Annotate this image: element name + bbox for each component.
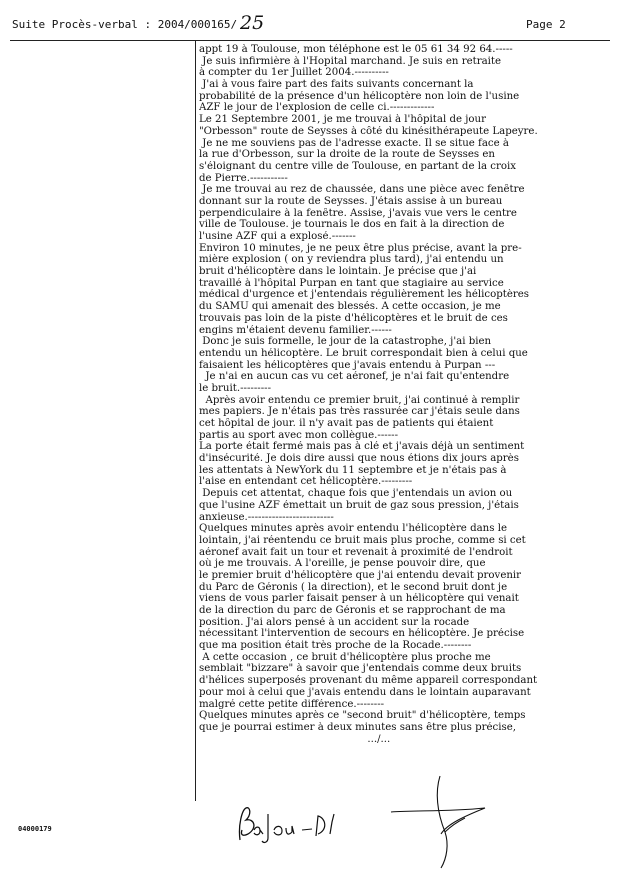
handwritten-record-number: 25: [240, 12, 265, 34]
statement-line: donnant sur la route de Seysses. J'étais assise à un bureau: [199, 195, 503, 207]
margin-reference: 04000179: [18, 825, 52, 833]
statement-line: le bruit.---------: [199, 382, 272, 394]
statement-line: A cette occasion , ce bruit d'hélicoptère plus proche me: [199, 651, 491, 663]
statement-line: "Orbesson" route de Seysses à côté du kinésithérapeute Lapeyre.: [199, 125, 538, 137]
statement-line: nécessitant l'intervention de secours en hélicoptère. Je précise: [199, 628, 525, 640]
statement-line: aéronef avait fait un tour et revenait à proximité de l'endroit: [199, 546, 513, 558]
statement-line: La porte était fermé mais pas à clé et j'avais déjà un sentiment: [199, 441, 525, 453]
statement-line: J'ai à vous faire part des faits suivants concernant la: [199, 79, 474, 91]
statement-line: semblait "bizzare" à savoir que j'entendais comme deux bruits: [199, 663, 522, 675]
statement-line: Depuis cet attentat, chaque fois que j'entendais un avion ou: [199, 488, 513, 500]
statement-line: de Pierre.-----------: [199, 172, 288, 184]
statement-body: [199, 44, 604, 745]
statement-line: viens de vous parler faisait penser à un hélicoptère qui venait: [199, 593, 519, 605]
statement-line: mière explosion ( on y reviendra plus tard), j'ai entendu un: [199, 254, 504, 266]
statement-line: Quelques minutes après ce "second bruit" d'hélicoptère, temps: [199, 710, 526, 722]
signature-left: [232, 800, 342, 850]
statement-line: anxieuse.-------------------------: [199, 511, 334, 523]
statement-line: l'usine AZF qui a explosé.-------: [199, 231, 356, 242]
statement-line: le premier bruit d'hélicoptère que j'ai entendu devait provenir: [199, 569, 522, 581]
statement-line: appt 19 à Toulouse, mon téléphone est le 05 61 34 92 64.-----: [199, 44, 513, 55]
statement-line: mes papiers. Je n'étais pas très rassurée car j'étais seule dans: [199, 406, 520, 418]
margin-rule: [195, 41, 196, 801]
header-rule: [10, 40, 610, 41]
statement-line: où je me trouvais. A l'oreille, je pense pouvoir dire, que: [199, 558, 486, 570]
document-title: Suite Procès-verbal : 2004/000165/: [12, 18, 238, 31]
statement-line: Je ne me souviens pas de l'adresse exacte. Il se situe face à: [199, 137, 509, 149]
signature-right: [385, 772, 495, 872]
statement-line: Je me trouvai au rez de chaussée, dans une pièce avec fenêtre: [199, 184, 525, 196]
statement-line: perpendiculaire à la fenêtre. Assise, j'avais vue vers le centre: [199, 207, 517, 219]
statement-line: Je suis infirmière à l'Hopital marchand. Je suis en retraite: [199, 55, 502, 67]
statement-line: cet hôpital de jour. il n'y avait pas de patients qui étaient: [199, 418, 494, 429]
statement-line: trouvais pas loin de la piste d'hélicoptères et le bruit de ces: [199, 312, 508, 324]
statement-line: Je n'ai en aucun cas vu cet aéronef, je n'ai fait qu'entendre: [199, 371, 510, 383]
header: [12, 14, 608, 36]
statement-line: de la direction du parc de Géronis et se rapprochant de ma: [199, 605, 506, 616]
statement-line: d'insécurité. Je dois dire aussi que nous étions dix jours après: [199, 453, 519, 465]
statement-line: d'hélices superposés provenant du même appareil correspondant: [199, 675, 538, 687]
statement-line: partis au sport avec mon collègue.------: [199, 429, 399, 441]
statement-line: Donc je suis formelle, le jour de la catastrophe, j'ai bien: [199, 336, 492, 348]
statement-line: .../...: [199, 733, 391, 745]
statement-line: Après avoir entendu ce premier bruit, j'ai continué à remplir: [199, 394, 520, 406]
statement-line: médical d'urgence et j'entendais régulièrement les hélicoptères: [199, 289, 529, 301]
statement-line: AZF le jour de l'explosion de celle ci.-------------: [199, 102, 435, 114]
statement-line: malgré cette petite différence.--------: [199, 698, 385, 710]
statement-line: travaillé à l'hôpital Purpan en tant que stagiaire au service: [199, 277, 504, 289]
statement-line: Quelques minutes après avoir entendu l'hélicoptère dans le: [199, 523, 507, 535]
statement-line: ville de Toulouse. je tournais le dos en fait à la direction de: [199, 219, 505, 231]
statement-line: probabilité de la présence d'un hélicoptère non loin de l'usine: [199, 90, 520, 102]
statement-line: que l'usine AZF émettait un bruit de gaz sous pression, j'étais: [199, 499, 519, 511]
statement-line: entendu un hélicoptère. Le bruit correspondait bien à celui que: [199, 347, 528, 359]
statement-line: engins m'étaient devenu familier.------: [199, 324, 392, 336]
statement-line: lointain, j'ai réentendu ce bruit mais plus proche, comme si cet: [199, 534, 526, 546]
statement-line: bruit d'hélicoptère dans le lointain. Je précise que j'ai: [199, 266, 477, 278]
statement-line: faisaient les hélicoptères que j'avais entendu à Purpan ---: [199, 359, 496, 371]
statement-line: l'aise en entendant cet hélicoptère.---------: [199, 476, 413, 488]
statement-line: Environ 10 minutes, je ne peux être plus précise, avant la pre-: [199, 242, 522, 254]
statement-line: du Parc de Géronis ( la direction), et le second bruit dont je: [199, 581, 508, 593]
statement-line: que je pourrai estimer à deux minutes sans être plus précise,: [199, 721, 517, 733]
statement-line: position. J'ai alors pensé à un accident sur la rocade: [199, 616, 470, 628]
statement-line: Le 21 Septembre 2001, je me trouvai à l'hôpital de jour: [199, 114, 486, 126]
statement-line: pour moi à celui que j'avais entendu dans le lointain auparavant: [199, 686, 531, 698]
statement-line: les attentats à NewYork du 11 septembre et je n'étais pas à: [199, 464, 507, 476]
statement-line: du SAMU qui amenait des blessés. A cette occasion, je me: [199, 301, 501, 313]
statement-line: que ma position était très proche de la Rocade.--------: [199, 640, 472, 652]
statement-line: s'éloignant du centre ville de Toulouse, en partant de la croix: [199, 160, 517, 172]
statement-line: à compter du 1er Juillet 2004.----------: [199, 67, 389, 79]
statement-line: la rue d'Orbesson, sur la droite de la route de Seysses en: [199, 149, 495, 161]
page-number: Page 2: [526, 18, 566, 31]
